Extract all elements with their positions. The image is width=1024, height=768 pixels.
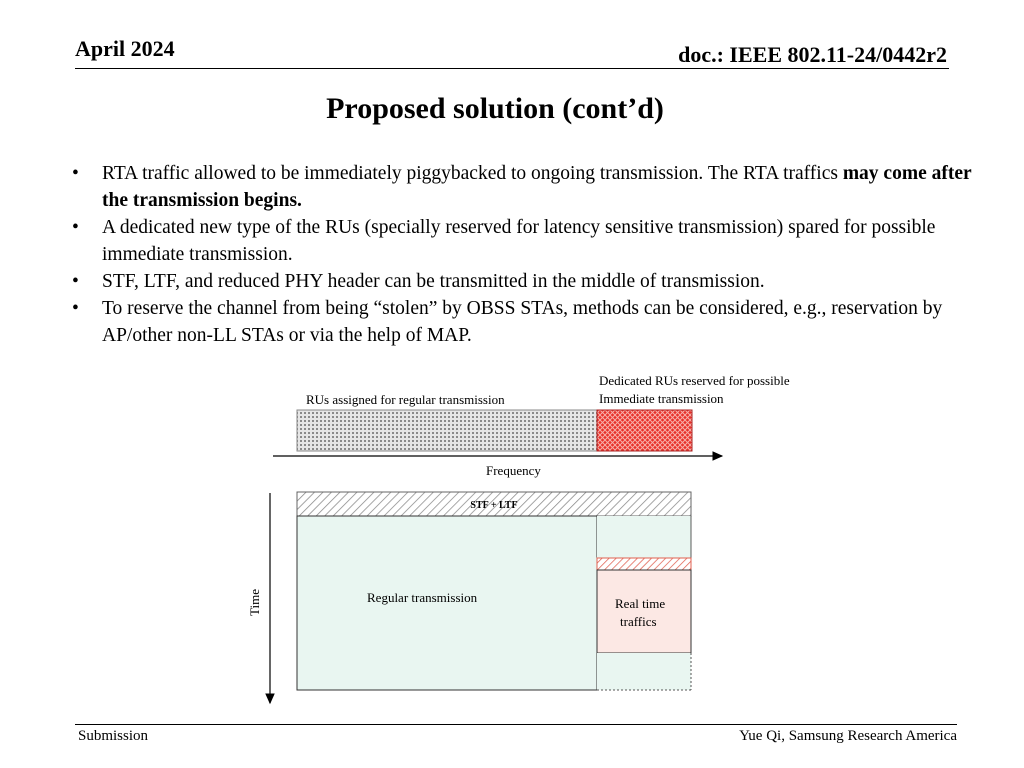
regular-ru-label: RUs assigned for regular transmission [306, 392, 505, 407]
dedicated-ru-label-line2: Immediate transmission [599, 391, 724, 406]
header-doc-id: doc.: IEEE 802.11-24/0442r2 [678, 42, 947, 67]
header-date: April 2024 [75, 36, 175, 61]
footer-submission: Submission [78, 728, 149, 744]
bullet-marker: • [72, 298, 79, 319]
footer-author: Yue Qi, Samsung Research America [739, 728, 957, 744]
realtime-stf-ltf-block [597, 558, 691, 570]
realtime-label: Real time [615, 596, 666, 611]
regular-transmission-label: Regular transmission [367, 590, 478, 605]
time-label: Time [247, 589, 262, 616]
stf-ltf-label: STF + LTF [470, 500, 518, 511]
bullet-text: RTA traffic allowed to be immediately piggybacked to ongoing transmission. The RTA traffics [102, 163, 843, 184]
slide-title: Proposed solution (cont’d) [326, 92, 664, 125]
bullet-marker: • [72, 217, 79, 238]
dedicated-remaining-area [597, 653, 691, 690]
bullet-marker: • [72, 271, 79, 292]
frequency-label: Frequency [486, 463, 541, 478]
bullet-text: To reserve the channel from being “stolen” by OBSS STAs, methods can be considered, e.g., reservation by AP/other non-LL STAs or via the help of MAP. [102, 298, 943, 346]
realtime-traffic-block [597, 570, 691, 653]
footer-divider [75, 724, 957, 725]
dedicated-idle-area [597, 516, 691, 558]
dedicated-ru-label: Dedicated RUs reserved for possible [599, 373, 790, 388]
regular-ru-block [297, 410, 597, 451]
bullet-bold-text: may come after the transmission begins. [102, 163, 972, 211]
bullet-marker: • [72, 163, 79, 184]
bullet-text: STF, LTF, and reduced PHY header can be transmitted in the middle of transmission. [102, 271, 765, 292]
bullet-text: A dedicated new type of the RUs (specially reserved for latency sensitive transmission) spared for possible immediate transmission. [102, 217, 936, 265]
dedicated-ru-block [597, 410, 692, 451]
realtime-label-line2: traffics [620, 614, 657, 629]
